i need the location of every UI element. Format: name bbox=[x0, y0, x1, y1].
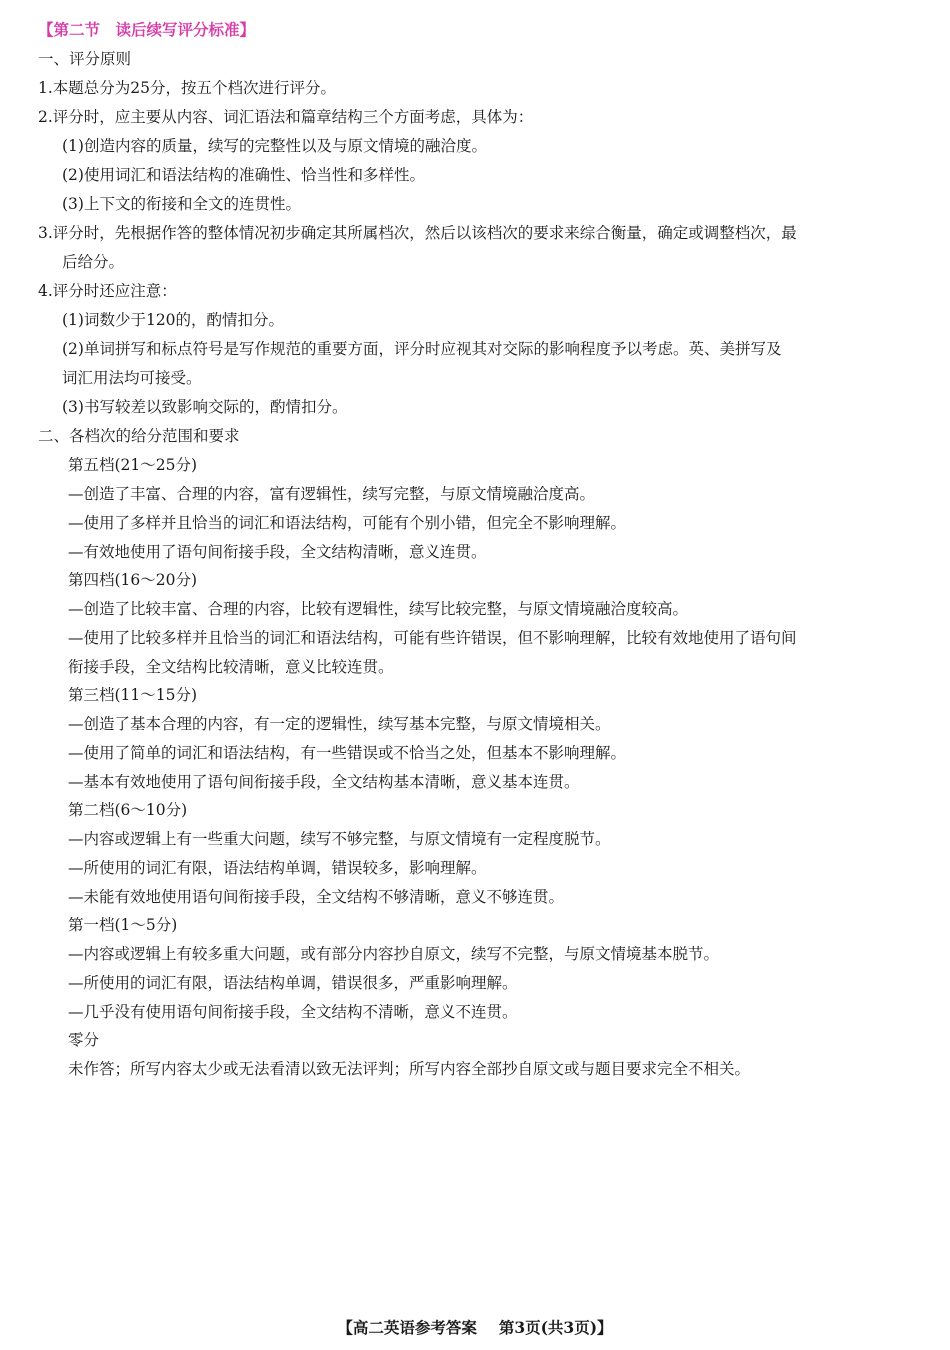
principle-1: 1.本题总分为25分，按五个档次进行评分。 bbox=[38, 79, 337, 97]
level-5-title: 第五档(21～25分) bbox=[68, 456, 198, 474]
principle-4: 4.评分时还应注意： bbox=[38, 282, 177, 300]
footer-page-number: 第3页(共3页)】 bbox=[498, 1318, 613, 1337]
principle-2: 2.评分时，应主要从内容、词汇语法和篇章结构三个方面考虑，具体为： bbox=[38, 108, 534, 126]
section-heading: 【第二节 读后续写评分标准】 bbox=[38, 21, 256, 39]
level-2-item-2: —所使用的词汇有限，语法结构单调，错误较多，影响理解。 bbox=[68, 859, 487, 877]
level-0-item-1: 未作答；所写内容太少或无法看清以致无法评判；所写内容全部抄自原文或与题目要求完全不相关。 bbox=[68, 1060, 751, 1078]
level-5-item-1: —创造了丰富、合理的内容，富有逻辑性，续写完整，与原文情境融洽度高。 bbox=[68, 485, 596, 503]
principles-title: 一、评分原则 bbox=[38, 50, 132, 68]
principle-2-item-3: (3)上下文的衔接和全文的连贯性。 bbox=[62, 195, 301, 213]
level-3-item-1: —创造了基本合理的内容，有一定的逻辑性，续写基本完整，与原文情境相关。 bbox=[68, 715, 611, 733]
level-2-item-1: —内容或逻辑上有一些重大问题，续写不够完整，与原文情境有一定程度脱节。 bbox=[68, 830, 611, 848]
level-3-title: 第三档(11～15分) bbox=[68, 686, 198, 704]
level-1-title: 第一档(1～5分) bbox=[68, 916, 178, 934]
level-0-title: 零分 bbox=[68, 1031, 100, 1049]
page-footer bbox=[0, 1318, 950, 1338]
level-5-item-2: —使用了多样并且恰当的词汇和语法结构，可能有个别小错，但完全不影响理解。 bbox=[68, 514, 627, 532]
level-1-item-1: —内容或逻辑上有较多重大问题，或有部分内容抄自原文，续写不完整，与原文情境基本脱节。 bbox=[68, 945, 720, 963]
principle-3-line-2: 后给分。 bbox=[62, 253, 125, 271]
principle-2-item-2: (2)使用词汇和语法结构的准确性、恰当性和多样性。 bbox=[62, 166, 425, 184]
level-1-item-3: —几乎没有使用语句间衔接手段，全文结构不清晰，意义不连贯。 bbox=[68, 1003, 518, 1021]
level-2-item-3: —未能有效地使用语句间衔接手段，全文结构不够清晰，意义不够连贯。 bbox=[68, 888, 565, 906]
level-4-item-2-line-1: —使用了比较多样并且恰当的词汇和语法结构，可能有些许错误，但不影响理解，比较有效地使用了语句间 bbox=[68, 629, 797, 647]
principle-2-item-1: (1)创造内容的质量，续写的完整性以及与原文情境的融洽度。 bbox=[62, 137, 487, 155]
level-3-item-2: —使用了简单的词汇和语法结构，有一些错误或不恰当之处，但基本不影响理解。 bbox=[68, 744, 627, 762]
levels-title: 二、各档次的给分范围和要求 bbox=[38, 427, 240, 445]
level-4-item-1: —创造了比较丰富、合理的内容，比较有逻辑性，续写比较完整，与原文情境融洽度较高。 bbox=[68, 600, 689, 618]
principle-3-line-1: 3.评分时，先根据作答的整体情况初步确定其所属档次，然后以该档次的要求来综合衡量，确定或调整档次，最 bbox=[38, 224, 797, 242]
principle-4-item-1: (1)词数少于120的，酌情扣分。 bbox=[62, 311, 285, 329]
level-4-title: 第四档(16～20分) bbox=[68, 571, 198, 589]
principle-4-item-2-line-2: 词汇用法均可接受。 bbox=[62, 369, 202, 387]
principle-4-item-3: (3)书写较差以致影响交际的，酌情扣分。 bbox=[62, 398, 348, 416]
level-3-item-3: —基本有效地使用了语句间衔接手段，全文结构基本清晰，意义基本连贯。 bbox=[68, 773, 580, 791]
level-2-title: 第二档(6～10分) bbox=[68, 801, 188, 819]
level-5-item-3: —有效地使用了语句间衔接手段，全文结构清晰，意义连贯。 bbox=[68, 543, 487, 561]
level-4-item-2-line-2: 衔接手段，全文结构比较清晰，意义比较连贯。 bbox=[68, 658, 394, 676]
level-1-item-2: —所使用的词汇有限，语法结构单调，错误很多，严重影响理解。 bbox=[68, 974, 518, 992]
principle-4-item-2-line-1: (2)单词拼写和标点符号是写作规范的重要方面，评分时应视其对交际的影响程度予以考虑。英、美拼写及 bbox=[62, 340, 782, 358]
footer-label: 【高二英语参考答案 bbox=[337, 1318, 477, 1337]
